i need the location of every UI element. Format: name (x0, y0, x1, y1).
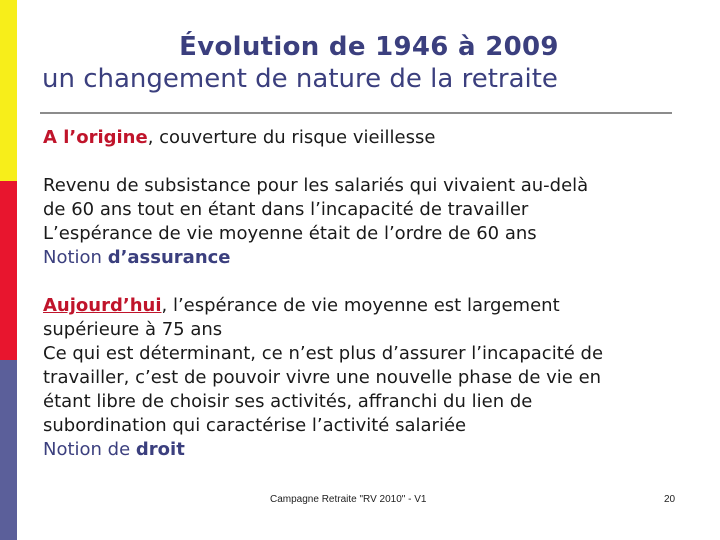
today-line-4: étant libre de choisir ses activités, affranchi du lien de (43, 391, 533, 412)
today-heading-rest: , l’espérance de vie moyenne est largement (161, 295, 560, 316)
origin-line-1: Revenu de subsistance pour les salariés qui vivaient au-delà (43, 175, 589, 196)
title-line-2: un changement de nature de la retraite (42, 64, 558, 94)
title-divider (40, 112, 672, 114)
today-notion-prefix: Notion de (43, 439, 136, 460)
origin-notion (43, 246, 683, 270)
origin-notion-prefix: Notion (43, 247, 108, 268)
page-number: 20 (664, 494, 676, 505)
title-line-1: Évolution de 1946 à 2009 (179, 32, 559, 62)
today-notion-emphasis: droit (135, 439, 185, 460)
today-emphasis: Aujourd’hui (43, 295, 162, 316)
today-line-3: travailler, c’est de pouvoir vivre une nouvelle phase de vie en (43, 367, 602, 388)
origin-heading (43, 126, 683, 150)
left-bar-red (0, 181, 17, 360)
footer-campaign: Campagne Retraite "RV 2010" - V1 (270, 494, 427, 505)
today-line-1: supérieure à 75 ans (43, 319, 223, 340)
today-heading (43, 294, 683, 318)
origin-notion-emphasis: d’assurance (107, 247, 231, 268)
today-line-2: Ce qui est déterminant, ce n’est plus d’assurer l’incapacité de (43, 343, 604, 364)
slide-body (43, 126, 683, 462)
origin-line-2: de 60 ans tout en étant dans l’incapacité de travailler (43, 199, 529, 220)
today-notion (43, 438, 683, 462)
origin-line-3: L’espérance de vie moyenne était de l’ordre de 60 ans (43, 223, 537, 244)
origin-emphasis: A l’origine (43, 127, 148, 148)
left-bar-yellow (0, 0, 17, 181)
slide-title (40, 32, 680, 94)
left-bar-blue (0, 360, 17, 540)
today-line-5: subordination qui caractérise l’activité salariée (43, 415, 467, 436)
origin-heading-rest: , couverture du risque vieillesse (147, 127, 436, 148)
